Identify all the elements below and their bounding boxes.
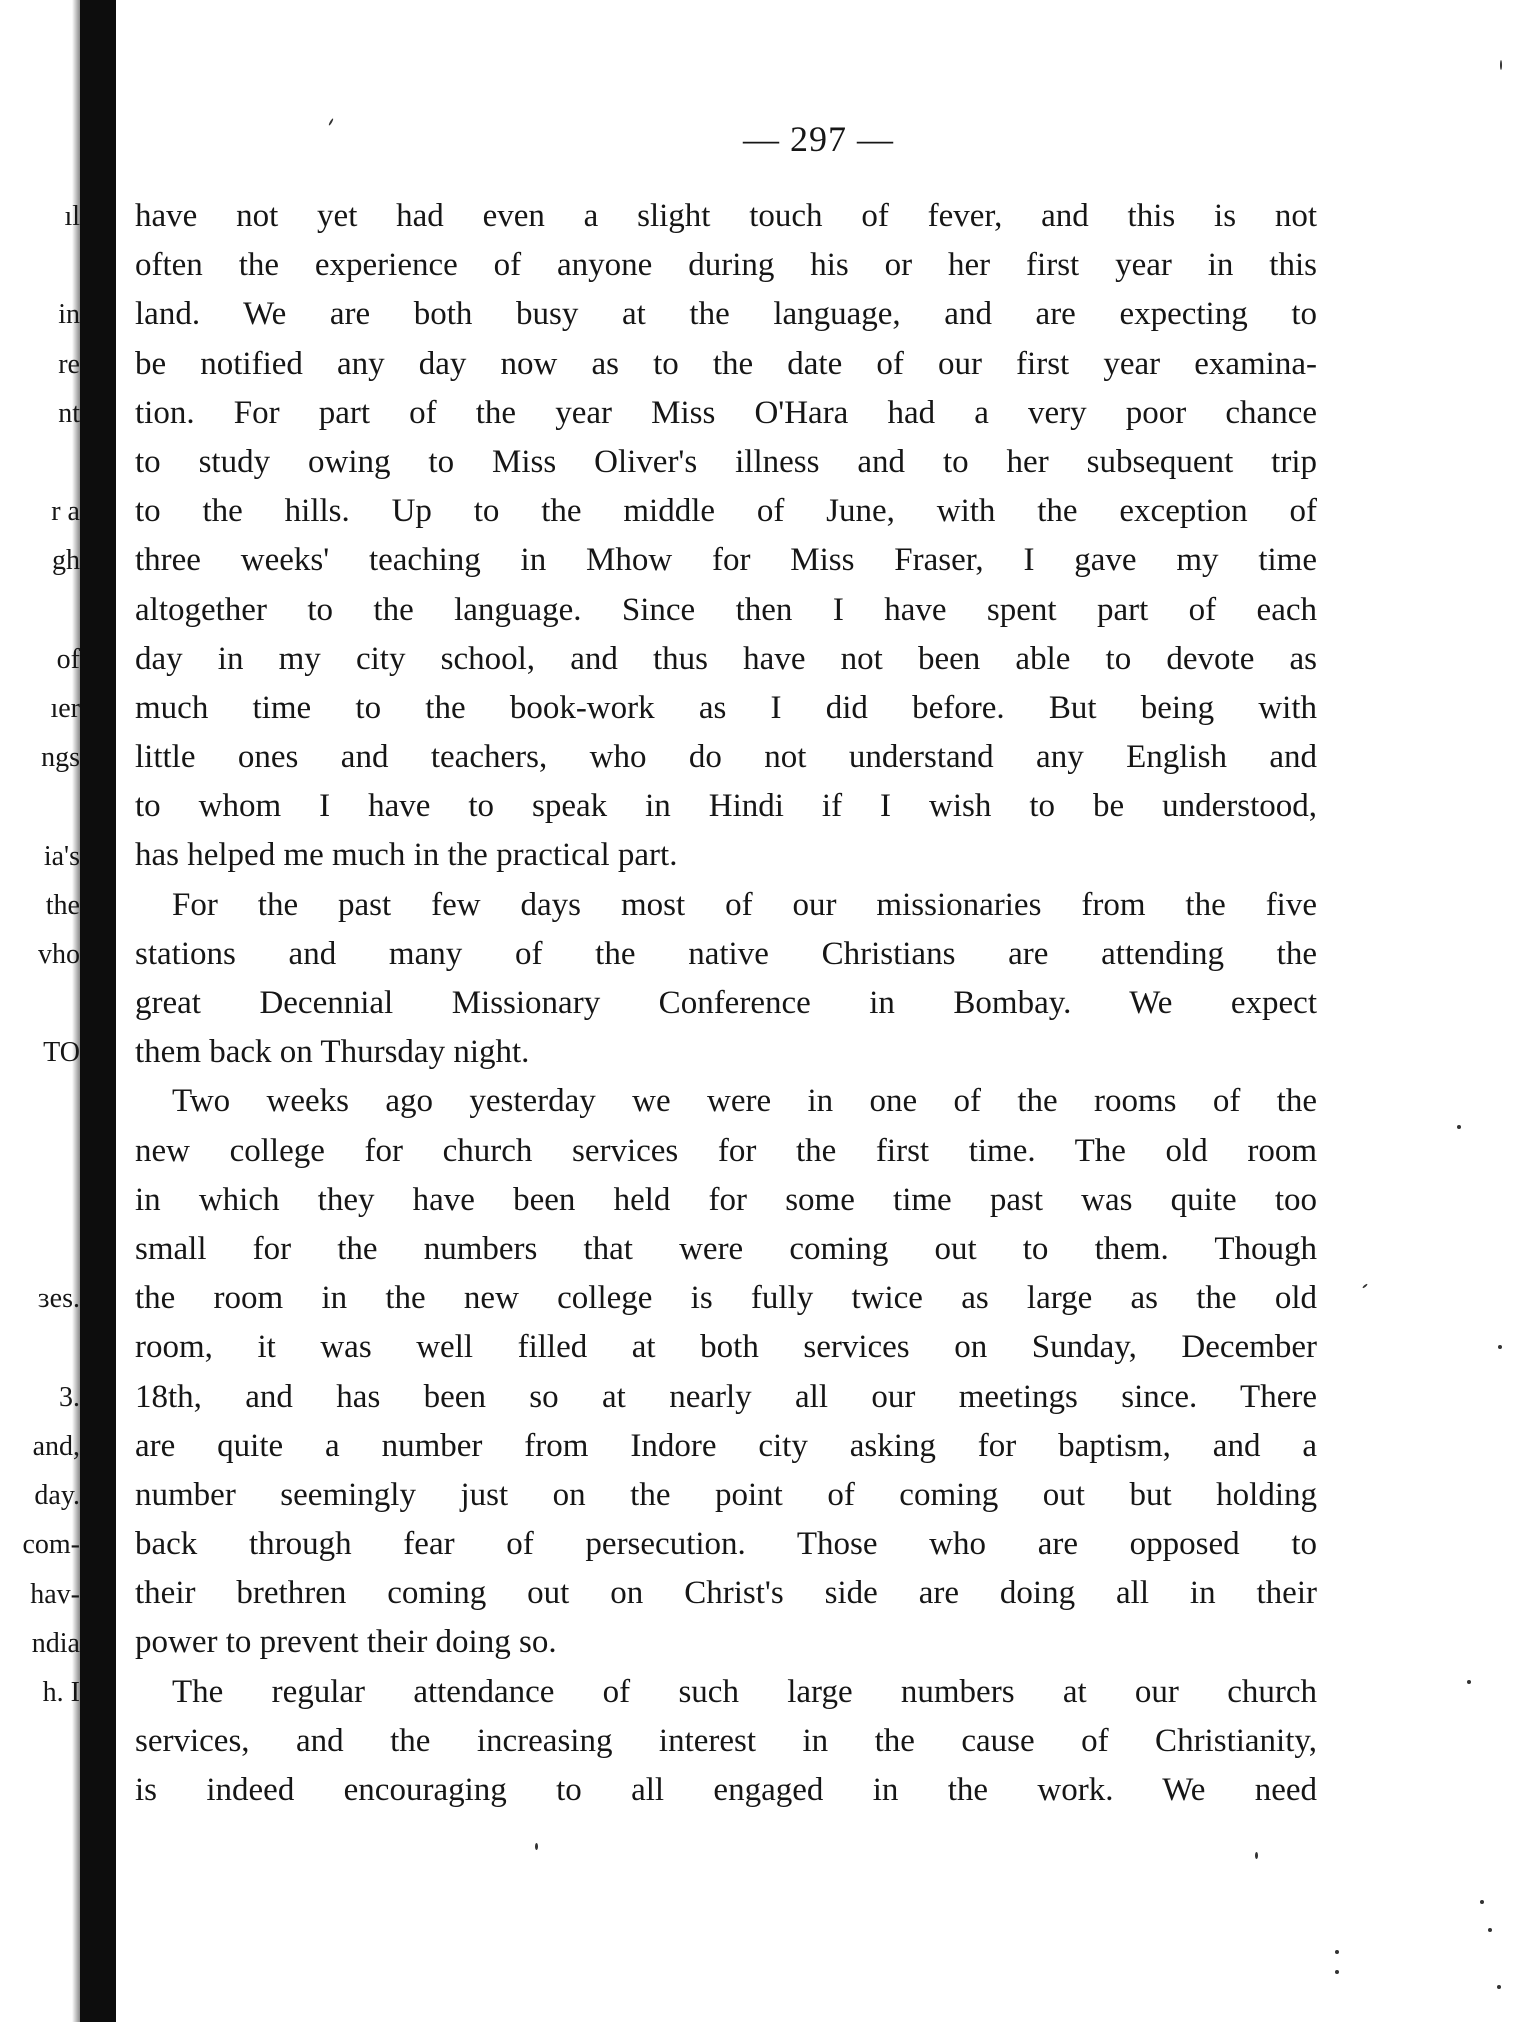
text-line: new college for church services for the first time. The old room — [135, 1132, 1317, 1169]
text-line: 18th, and has been so at nearly all our meetings since. There — [135, 1378, 1317, 1415]
text-line: The regular attendance of such large numbers at our church — [172, 1673, 1317, 1710]
text-line: much time to the book-work as I did before. But being with — [135, 689, 1317, 726]
text-line: in which they have been held for some time past was quite too — [135, 1181, 1317, 1218]
text-line: have not yet had even a slight touch of fever, and this is not — [135, 198, 1317, 234]
margin-fragment: ia's — [43, 840, 80, 872]
text-line: to the hills. Up to the middle of June, with the exception of — [135, 493, 1317, 530]
margin-fragment: in — [58, 299, 80, 331]
margin-fragment: and, — [32, 1431, 80, 1462]
margin-fragment: r a — [51, 496, 80, 528]
text-line: are quite a number from Indore city asking for baptism, and a — [135, 1427, 1317, 1464]
margin-fragment: gh — [52, 545, 80, 577]
text-line: stations and many of the native Christians are attending the — [135, 935, 1317, 972]
margin-fragment: nt — [58, 397, 80, 429]
text-line: great Decennial Missionary Conference in Bombay. We expect — [135, 985, 1317, 1021]
text-line: number seemingly just on the point of coming out but holding — [135, 1476, 1317, 1513]
margin-fragment: ıer — [50, 693, 80, 724]
margin-fragment: ıl — [64, 201, 80, 232]
text-line: to whom I have to speak in Hindi if I wish to be understood, — [135, 788, 1317, 825]
text-line: little ones and teachers, who do not understand any English and — [135, 739, 1317, 776]
text-line: day in my city school, and thus have not been able to devote as — [135, 640, 1317, 677]
text-line: land. We are both busy at the language, and are expecting to — [135, 296, 1317, 333]
text-line: is indeed encouraging to all engaged in the work. We need — [135, 1772, 1317, 1808]
margin-fragment: vho — [38, 939, 80, 970]
margin-fragment: day. — [34, 1480, 80, 1512]
margin-fragment: h. I — [42, 1677, 80, 1708]
margin-fragment: of — [56, 643, 80, 675]
text-line: room, it was well filled at both services on Sunday, December — [135, 1329, 1317, 1366]
text-line: has helped me much in the practical part. — [135, 837, 678, 874]
text-line: back through fear of persecution. Those who are opposed to — [135, 1526, 1317, 1563]
page-number: — 297 — — [743, 119, 894, 159]
text-line: small for the numbers that were coming out to them. Though — [135, 1230, 1317, 1267]
margin-fragment: com- — [22, 1529, 80, 1561]
margin-fragment: hav- — [30, 1578, 80, 1610]
text-line: them back on Thursday night. — [135, 1034, 530, 1071]
margin-fragment: re — [58, 348, 80, 380]
text-line: tion. For part of the year Miss O'Hara had a very poor chance — [135, 394, 1317, 431]
text-line: For the past few days most of our missionaries from the five — [172, 886, 1317, 923]
text-line: Two weeks ago yesterday we were in one of the rooms of the — [172, 1083, 1317, 1120]
text-line: power to prevent their doing so. — [135, 1624, 557, 1661]
margin-fragment: ndia — [31, 1627, 80, 1659]
text-line: the room in the new college is fully twice as large as the old — [135, 1280, 1317, 1317]
text-line: three weeks' teaching in Mhow for Miss Fraser, I gave my time — [135, 542, 1317, 579]
text-line: their brethren coming out on Christ's side are doing all in their — [135, 1575, 1317, 1612]
text-line: altogether to the language. Since then I have spent part of each — [135, 591, 1317, 628]
text-line: services, and the increasing interest in the cause of Christianity, — [135, 1722, 1317, 1759]
margin-fragment: the — [45, 889, 80, 921]
margin-fragment: 3. — [59, 1381, 80, 1413]
margin-fragment: ɜes. — [37, 1283, 80, 1315]
text-line: be notified any day now as to the date of our first year examina- — [135, 345, 1317, 382]
text-line: often the experience of anyone during his or her first year in this — [135, 247, 1317, 284]
binding-gutter — [80, 0, 116, 2022]
text-line: to study owing to Miss Oliver's illness and to her subsequent trip — [135, 443, 1317, 480]
body-text — [135, 192, 1317, 1815]
margin-fragment: TO — [43, 1037, 80, 1069]
margin-fragment: ngs — [41, 742, 80, 774]
